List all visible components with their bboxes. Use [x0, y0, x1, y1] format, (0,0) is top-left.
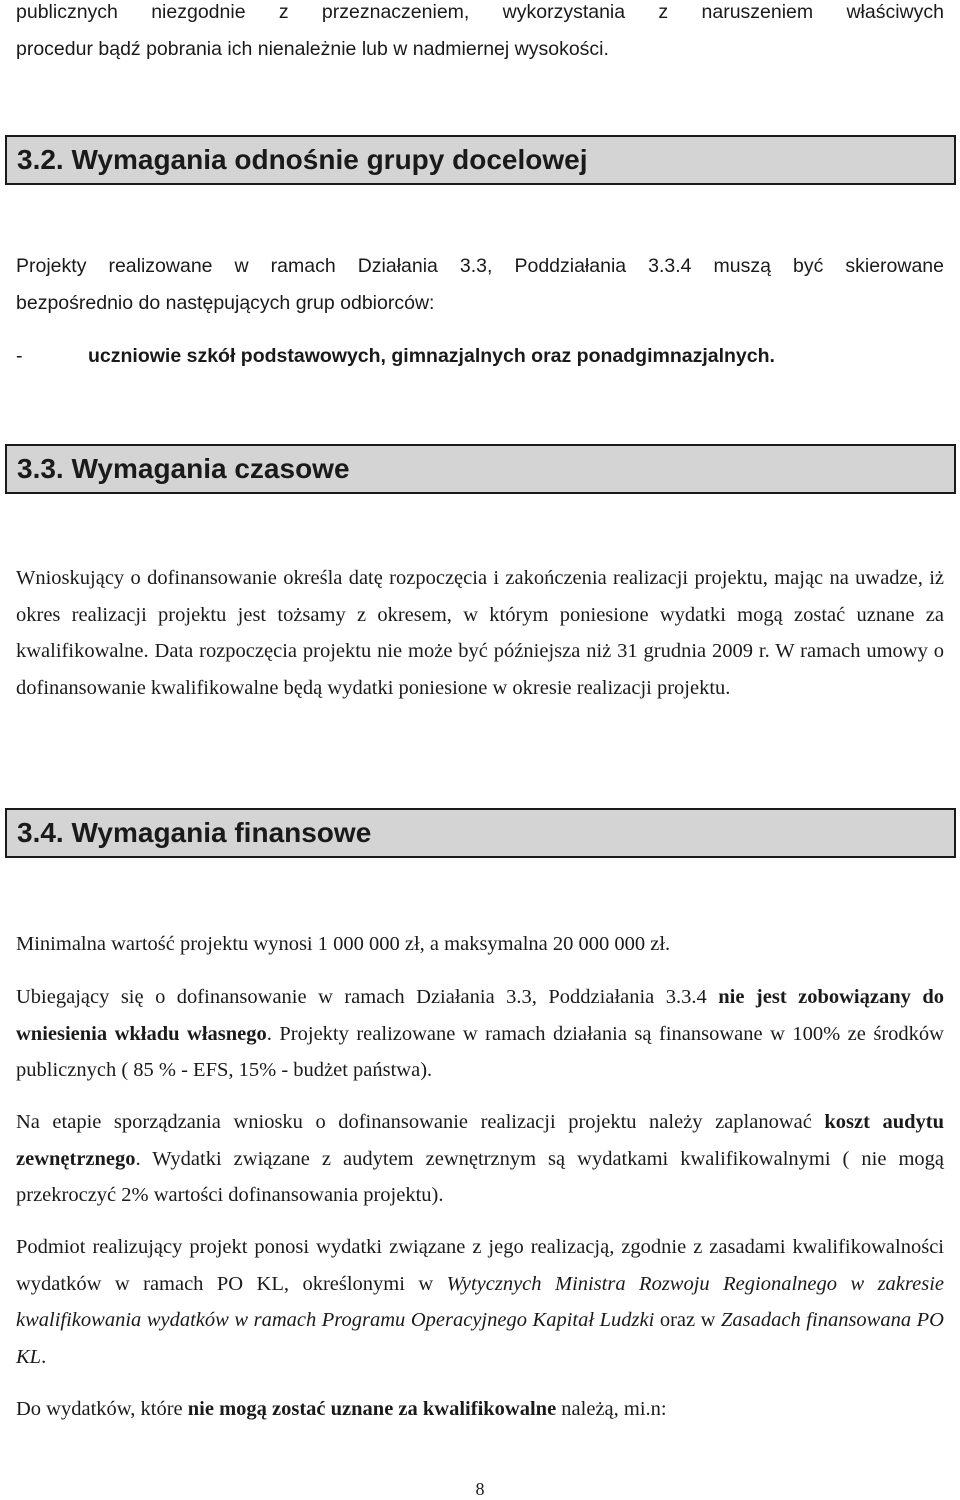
p2-start: Ubiegający się o dofinansowanie w ramach Działania 3.3, Poddziałania 3.3.4 [16, 986, 719, 1008]
section-3-4-paragraph-3 [16, 1104, 944, 1214]
bullet-dash: - [16, 345, 23, 367]
section-3-4-paragraph-2 [16, 979, 944, 1089]
intro-paragraph [16, 0, 944, 67]
intro-line-2: procedur bądź pobrania ich nienależnie lub w nadmiernej wysokości. [16, 37, 609, 60]
section-3-4-paragraph-5 [16, 1391, 944, 1428]
section-heading-3-3: 3.3. Wymagania czasowe [5, 444, 956, 494]
section-3-4-paragraph-1: Minimalna wartość projektu wynosi 1 000 000 zł, a maksymalna 20 000 000 zł. [16, 933, 671, 955]
p3-start: Na etapie sporządzania wniosku o dofinansowanie realizacji projektu należy zaplanować [16, 1111, 825, 1133]
p5-start: Do wydatków, które [16, 1398, 188, 1420]
p4-italic-guidelines: Wytycznych Ministra Rozwoju Regionalnego w zakresie kwalifikowania wydatków w ramach Programu Operacyjnego Kapitał Ludzki [16, 1272, 944, 1331]
p4-end: . [41, 1345, 47, 1368]
p3-bold: koszt audytu zewnętrznego [16, 1111, 944, 1170]
section-3-2-paragraph [16, 248, 944, 321]
p5-end: należą, mi.n: [556, 1398, 667, 1420]
p4-start: Podmiot realizujący projekt ponosi wydatki związane z jego realizacją, zgodnie z zasadami kwalifikowalności wydatków w ramach PO KL, określonymi w [16, 1236, 944, 1295]
section-3-2-line-2: bezpośrednio do następujących grup odbiorców: [16, 291, 435, 314]
section-heading-3-4: 3.4. Wymagania finansowe [5, 808, 956, 858]
section-3-3-paragraph: Wnioskujący o dofinansowanie określa datę rozpoczęcia i zakończenia realizacji projektu, mając na uwadze, iż okres realizacji projektu jest tożsamy z okresem, w którym poniesione wydatki mogą zostać uznane za kwalifikowalne. Data rozpoczęcia projektu nie może być późniejsza niż 31 grudnia 2009 r. W ramach umowy o dofinansowanie kwalifikowalne będą wydatki poniesione w okresie realizacji projektu. [16, 567, 944, 699]
target-group-bullet [16, 341, 944, 371]
section-heading-3-2: 3.2. Wymagania odnośnie grupy docelowej [5, 135, 956, 185]
p3-end: . Wydatki związane z audytem zewnętrznym są wydatkami kwalifikowalnymi ( nie mogą przekroczyć 2% wartości dofinansowania projektu). [16, 1147, 944, 1206]
page-number: 8 [475, 1479, 485, 1499]
p4-mid: oraz w [654, 1309, 722, 1331]
p5-bold: nie mogą zostać uznane za kwalifikowalne [187, 1398, 557, 1420]
section-3-2-line-1: Projekty realizowane w ramach Działania 3.3, Poddziałania 3.3.4 muszą być skierowane [16, 255, 944, 277]
p2-bold: nie jest zobowiązany do wniesienia wkładu własnego [16, 986, 945, 1045]
intro-line-1: publicznych niezgodnie z przeznaczeniem, wykorzystania z naruszeniem właściwych [16, 1, 944, 23]
p2-end: . Projekty realizowane w ramach działania są finansowane w 100% ze środków publicznych ( 85 % - EFS, 15% - budżet państwa). [16, 1022, 944, 1081]
p4-italic-rules: Zasadach finansowana PO KL [16, 1309, 944, 1368]
bullet-text: uczniowie szkół podstawowych, gimnazjalnych oraz ponadgimnazjalnych. [88, 345, 775, 367]
section-3-4-paragraph-4 [16, 1229, 944, 1375]
